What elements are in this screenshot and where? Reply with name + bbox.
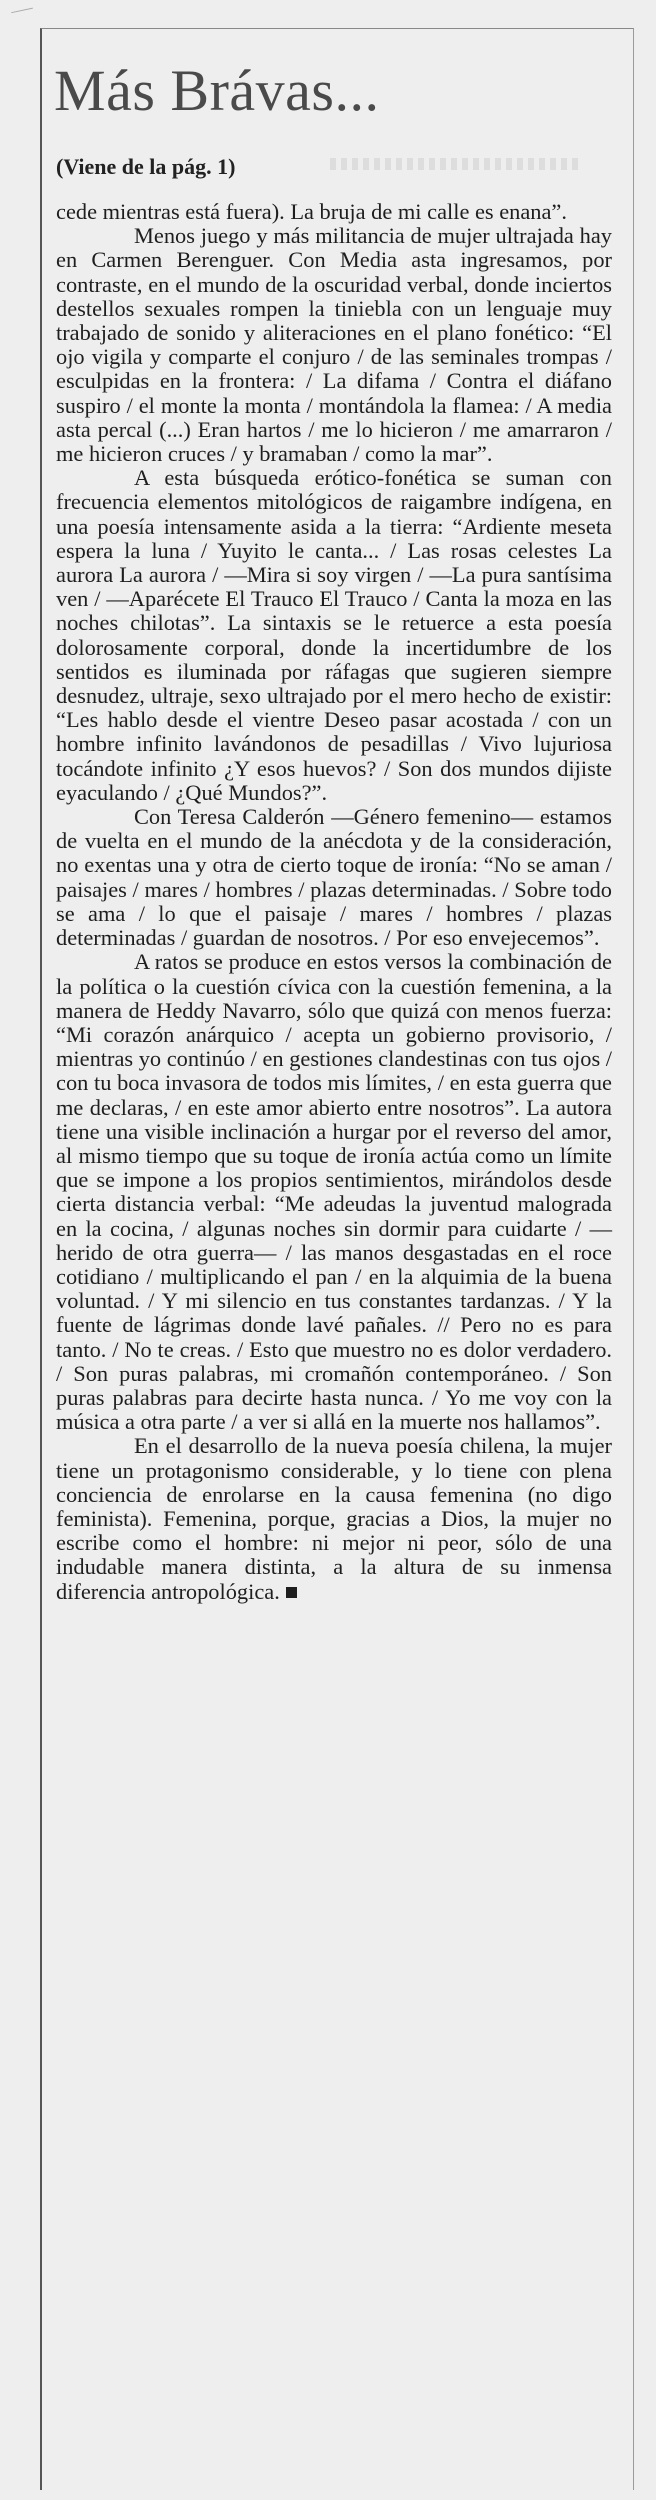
paragraph: Con Teresa Calderón —Género femenino— estamos de vuelta en el mundo de la anécdota y de la consideración, no exentas una y otra de cierto toque de ironía: “No se aman / paisajes / mares / hombres / plazas determinadas. / Sobre todo se ama / lo que el paisaje / mares / hombres / plazas determinadas / guardan de nosotros. / Por eso envejecemos”. [56, 804, 612, 951]
paragraph: cede mientras está fuera). La bruja de mi calle es enana”. [56, 199, 567, 224]
paragraph: A ratos se produce en estos versos la combinación de la política o la cuestión cívica con la cuestión femenina, a la manera de Heddy Navarro, sólo que quizá con menos fuerza: “Mi corazón anárquico / acepta un gobierno provisorio, / mientras yo continúo / en gestiones clandestinas con tus ojos / con tu boca invasora de todos mis límites, / en esta guerra que me declaras, / en este amor abierto entre nosotros”. La autora tiene una visible inclinación a hurgar por el reverso del amor, al mismo tiempo que su toque de ironía actúa como un límite que se impone a los propios sentimientos, mirándolos desde cierta distancia verbal: “Me adeudas la juventud malograda en la cocina, / algunas noches sin dormir para cuidarte / —herido de otra guerra— / las manos desgastadas en el roce cotidiano / multiplicando el pan / en la alquimia de la buena voluntad. / Y mi silencio en tus constantes tardanzas. / Y la fuente de lágrimas donde lavé pañales. // Pero no es para tanto. / No te creas. / Esto que muestro no es dolor verdadero. / Son puras palabras, mi cromañón contemporáneo. / Son puras palabras para decirte hasta nunca. / Yo me voy con la música a otra parte / a ver si allá en la muerte nos hallamos”. [56, 949, 612, 1435]
paragraph: Menos juego y más militancia de mujer ultrajada hay en Carmen Berenguer. Con Media asta ingresamos, por contraste, en el mundo de la oscuridad verbal, donde inciertos destellos sexuales rompen la tiniebla con un lenguaje muy trabajado de sonido y aliteraciones en el plano fonético: “El ojo vigila y comparte el conjuro / de las seminales trompas / esculpidas en la frontera: / La difama / Contra el diáfano suspiro / el monte la monta / montándola la flamea: / A media asta percal (...) Eran hartos / me lo hicieron / me amarraron / me hicieron cruces / y bramaban / como la mar”. [56, 223, 612, 467]
article-title: Más Brávas... [54, 58, 380, 123]
corner-mark [9, 0, 33, 13]
paragraph-last [56, 1434, 612, 1603]
end-of-article-mark [286, 1587, 297, 1598]
continued-from-label: (Viene de la pág. 1) [56, 154, 236, 179]
print-smudge [330, 158, 580, 170]
paragraph-last-text: En el desarrollo de la nueva poesía chilena, la mujer tiene un protagonismo considerable, y lo tiene con plena conciencia de enrolarse en la causa femenina (no digo feminista). Femenina, porque, gracias a Dios, la mujer no escribe como el hombre: ni mejor ni peor, sólo de una indudable manera distinta, a la altura de su inmensa diferencia antropológica. [56, 1433, 612, 1604]
paragraph: A esta búsqueda erótico-fonética se suman con frecuencia elementos mitológicos de raigambre indígena, en una poesía intensamente asida a la tierra: “Ardiente meseta espera la luna / Yuyito le canta... / Las rosas celestes La aurora La aurora / —Mira si soy virgen / —La pura santísima ven / —Aparécete El Trauco El Trauco / Canta la moza en las noches chilotas”. La sintaxis se le retuerce a esta poesía dolorosamente corporal, donde la incertidumbre de los sentidos es iluminada por ráfagas que sugieren siempre desnudez, ultraje, sexo ultrajado por el mero hecho de existir: “Les hablo desde el vientre Deseo pasar acostada / con un hombre infinito lavándonos de pesadillas / Vivo lujuriosa tocándote infinito ¿Y esos huevos? / Son dos mundos dijiste eyaculando / ¿Qué Mundos?”. [56, 465, 612, 805]
article-body [56, 200, 612, 1604]
